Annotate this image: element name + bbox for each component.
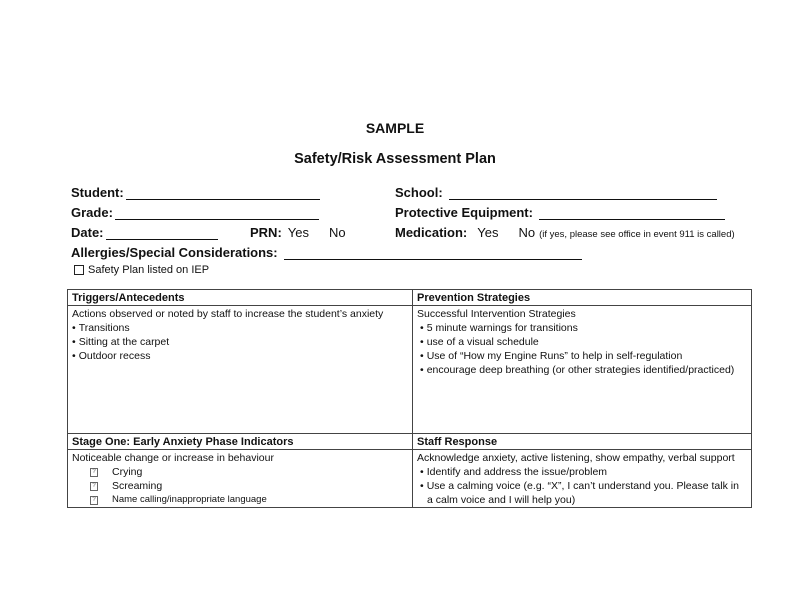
prn-options [288, 225, 346, 240]
allergies-field [71, 245, 582, 260]
student-field [71, 185, 320, 200]
table-header-row [68, 434, 752, 450]
grade-input-line[interactable] [115, 206, 319, 220]
school-label: School: [395, 185, 443, 200]
safety-plan-checkbox-label: Safety Plan listed on IEP [88, 264, 210, 276]
school-input-line[interactable] [449, 186, 717, 200]
student-label: Student: [71, 185, 124, 200]
missing-glyph-icon: ? [90, 468, 98, 477]
medication-note: (if yes, please see office in event 911 is called) [539, 229, 735, 240]
prevention-intro: Successful Intervention Strategies [417, 308, 576, 320]
missing-glyph-icon: ? [90, 482, 98, 491]
list-item: • Use of “How my Engine Runs” to help in self-regulation [417, 349, 747, 363]
prevention-list [417, 321, 747, 377]
staff-response-cell[interactable] [413, 450, 752, 508]
list-item: • Sitting at the carpet [72, 335, 408, 349]
sample-label: SAMPLE [365, 120, 425, 136]
protective-equipment-input-line[interactable] [539, 206, 725, 220]
prevention-cell[interactable] [413, 306, 752, 434]
stage-one-list [72, 465, 408, 507]
list-item [90, 479, 408, 493]
list-item [90, 493, 408, 507]
triggers-intro: Actions observed or noted by staff to increase the student’s anxiety [72, 308, 384, 320]
triggers-list [72, 321, 408, 363]
triggers-header: Triggers/Antecedents [68, 290, 413, 306]
list-item: • Use a calming voice (e.g. “X”, I can’t understand you. Please talk in a calm voice and I will help you) [417, 479, 747, 507]
list-item: • Outdoor recess [72, 349, 408, 363]
stage-one-intro: Noticeable change or increase in behaviour [72, 452, 274, 464]
list-item: • 5 minute warnings for transitions [417, 321, 747, 335]
safety-plan-checkbox-row[interactable] [74, 264, 209, 276]
list-item: • Transitions [72, 321, 408, 335]
prn-no-option[interactable]: No [329, 225, 346, 240]
list-item: • use of a visual schedule [417, 335, 747, 349]
allergies-label: Allergies/Special Considerations: [71, 245, 278, 260]
grade-label: Grade: [71, 205, 113, 220]
table-header-row [68, 290, 752, 306]
staff-response-header: Staff Response [413, 434, 752, 450]
list-item-text: Name calling/inappropriate language [112, 494, 267, 505]
prn-field [250, 225, 346, 240]
date-field [71, 225, 218, 240]
grade-field [71, 205, 319, 220]
medication-options [477, 225, 535, 240]
date-label: Date: [71, 225, 104, 240]
medication-yes-option[interactable]: Yes [477, 225, 499, 240]
list-item-text: Crying [112, 466, 143, 478]
medication-field [395, 225, 735, 240]
list-item [90, 465, 408, 479]
staff-response-list [417, 465, 747, 507]
protective-equipment-field [395, 205, 725, 220]
prn-label: PRN: [250, 225, 282, 240]
triggers-cell[interactable] [68, 306, 413, 434]
medication-label: Medication: [395, 225, 468, 240]
student-input-line[interactable] [126, 186, 320, 200]
safety-plan-checkbox[interactable] [74, 265, 84, 275]
missing-glyph-icon: ? [90, 496, 98, 505]
stage-one-cell[interactable] [68, 450, 413, 508]
assessment-table [67, 289, 752, 508]
list-item: • Identify and address the issue/problem [417, 465, 747, 479]
table-row [68, 306, 752, 434]
prevention-header: Prevention Strategies [413, 290, 752, 306]
staff-response-intro: Acknowledge anxiety, active listening, show empathy, verbal support [417, 452, 735, 464]
stage-one-header: Stage One: Early Anxiety Phase Indicators [68, 434, 413, 450]
date-input-line[interactable] [106, 226, 218, 240]
prn-yes-option[interactable]: Yes [287, 225, 309, 240]
medication-no-option[interactable]: No [518, 225, 536, 240]
protective-equipment-label: Protective Equipment: [395, 205, 533, 220]
allergies-input-line[interactable] [284, 246, 582, 260]
list-item-text: Screaming [112, 480, 163, 492]
list-item: • encourage deep breathing (or other strategies identified/practiced) [417, 363, 747, 377]
school-field [395, 185, 717, 200]
page-title: Safety/Risk Assessment Plan [294, 151, 496, 167]
table-row [68, 450, 752, 508]
